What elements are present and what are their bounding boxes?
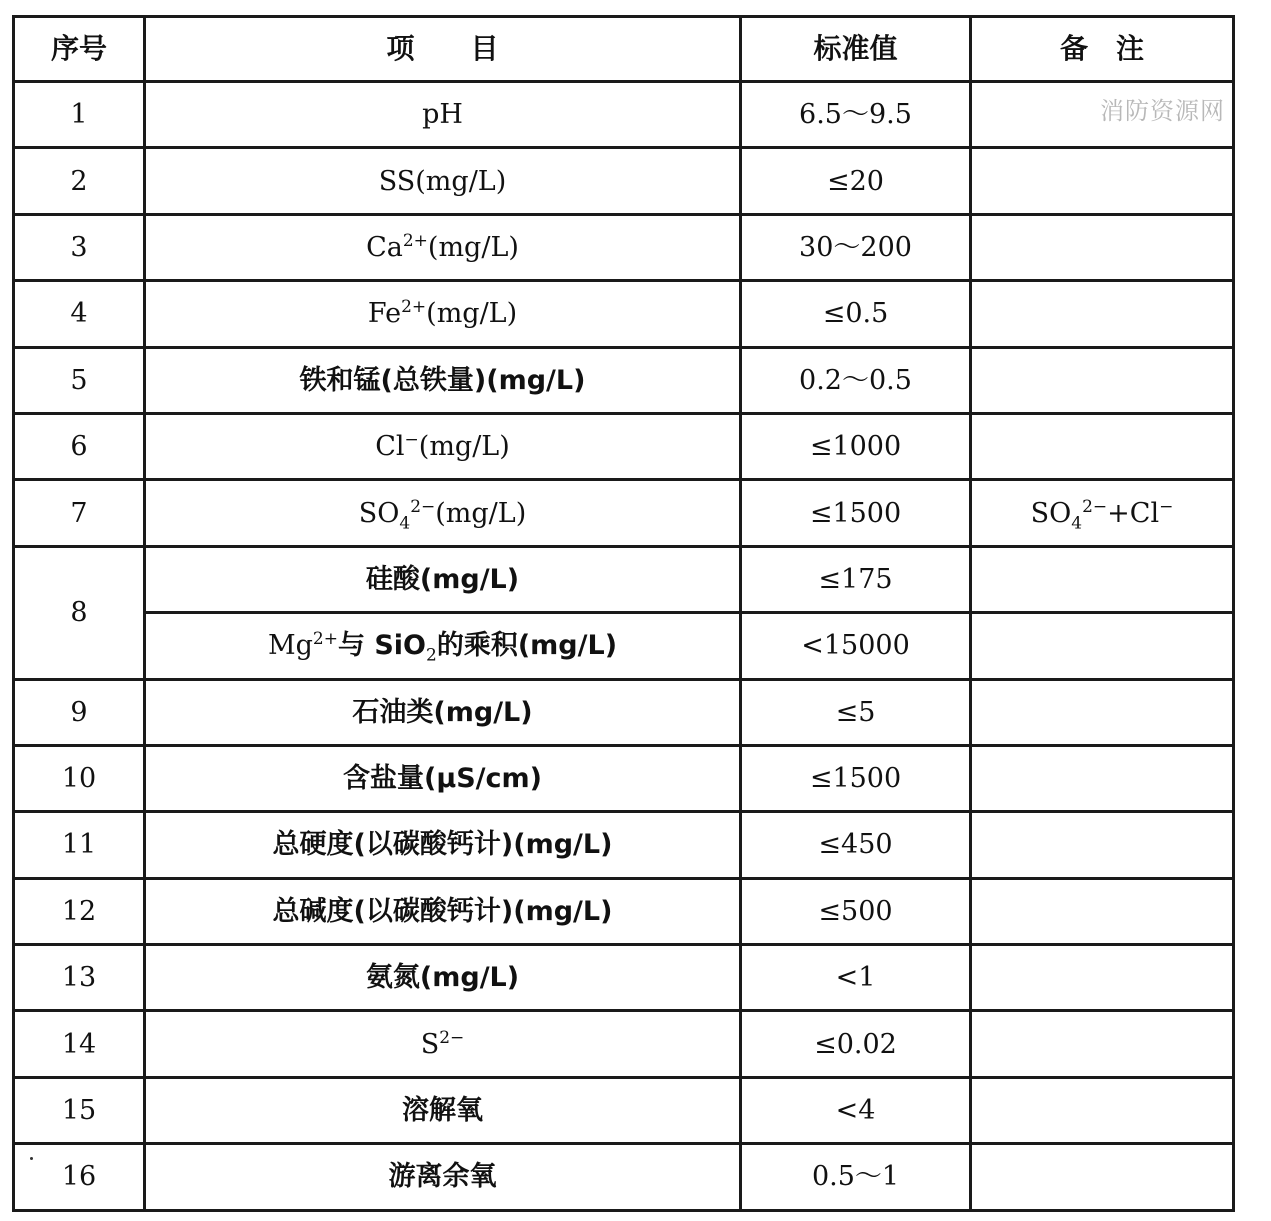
header-standard: 标准值 [741,17,971,82]
table-row [14,148,1234,214]
row-standard: 0.2～0.5 [741,347,971,413]
row-no: 16 [14,1144,145,1210]
item-superscript: − [404,430,419,451]
row-note [971,613,1234,679]
row-note [971,148,1234,214]
note-base: SO [1030,497,1072,529]
row-note [971,1077,1234,1143]
row-no: 14 [14,1011,145,1077]
header-note: 备 注 [971,17,1234,82]
row-note [971,214,1234,280]
row-item: SS(mg/L) [145,148,741,214]
row-item [145,613,741,679]
item-superscript: 2+ [401,297,427,318]
row-item [145,1011,741,1077]
item-subscript: 4 [399,512,411,533]
note-superscript: − [1159,496,1174,517]
row-standard: ≤1000 [741,413,971,479]
row-item: 氨氮(mg/L) [145,945,741,1011]
item-base: Cl [375,431,405,463]
table-row [14,214,1234,280]
row-no: 3 [14,214,145,280]
item-unit: 的乘积(mg/L) [436,630,618,662]
table-row [14,812,1234,878]
row-note [971,679,1234,745]
row-note [971,546,1234,612]
table-row [14,413,1234,479]
row-no: 9 [14,679,145,745]
row-no: 12 [14,878,145,944]
row-no: 10 [14,745,145,811]
row-no: 13 [14,945,145,1011]
row-no: 1 [14,82,145,148]
row-no: 5 [14,347,145,413]
row-item: 含盐量(μS/cm) [145,745,741,811]
row-standard: ≤1500 [741,745,971,811]
row-no: 6 [14,413,145,479]
table-row [14,745,1234,811]
table-row [14,281,1234,347]
item-superscript: 2− [439,1027,465,1048]
row-item: 总硬度(以碳酸钙计)(mg/L) [145,812,741,878]
header-item: 项 目 [145,17,741,82]
row-item: 石油类(mg/L) [145,679,741,745]
row-standard: ≤0.5 [741,281,971,347]
row-item [145,214,741,280]
row-note [971,413,1234,479]
item-mid: 与 SiO [337,630,426,662]
row-item: 硅酸(mg/L) [145,546,741,612]
header-no: 序号 [14,17,145,82]
row-standard: ≤450 [741,812,971,878]
row-standard: 30～200 [741,214,971,280]
table-row [14,347,1234,413]
row-no: 7 [14,480,145,546]
table-header-row [14,17,1234,82]
row-item [145,480,741,546]
note-subscript: 4 [1071,512,1083,533]
item-unit: (mg/L) [435,497,527,529]
row-note [971,745,1234,811]
row-standard: ≤500 [741,878,971,944]
item-subscript: 2 [426,645,437,666]
table-row [14,1011,1234,1077]
row-standard: ≤0.02 [741,1011,971,1077]
table-row [14,878,1234,944]
row-item [145,281,741,347]
row-standard: 0.5～1 [741,1144,971,1210]
row-no: 15 [14,1077,145,1143]
row-note [971,480,1234,546]
table-row [14,945,1234,1011]
table-row [14,546,1234,612]
row-item [145,413,741,479]
row-note [971,347,1234,413]
row-no: 2 [14,148,145,214]
table-row [14,1077,1234,1143]
table-row [14,1144,1234,1210]
watermark: 消防资源网 [1100,97,1225,125]
note-superscript: 2− [1082,496,1108,517]
row-standard: <15000 [741,613,971,679]
item-superscript: 2+ [402,230,428,251]
item-superscript: 2− [410,496,436,517]
table-row [14,613,1234,679]
row-item: 总碱度(以碳酸钙计)(mg/L) [145,878,741,944]
row-standard: ≤1500 [741,480,971,546]
note-plus-cl: +Cl [1107,497,1160,529]
row-standard: <4 [741,1077,971,1143]
row-no: 4 [14,281,145,347]
row-note [971,878,1234,944]
water-quality-standard-table [12,15,1235,1212]
item-unit: (mg/L) [427,231,519,263]
row-standard: ≤5 [741,679,971,745]
row-standard: 6.5～9.5 [741,82,971,148]
row-note [971,812,1234,878]
row-standard: ≤175 [741,546,971,612]
row-note [971,1144,1234,1210]
item-unit: (mg/L) [426,298,518,330]
row-standard: ≤20 [741,148,971,214]
item-base: SO [358,497,400,529]
table-row [14,679,1234,745]
item-base: S [420,1028,440,1060]
row-no: 8 [14,546,145,679]
item-superscript: 2+ [312,629,338,650]
row-note [971,1011,1234,1077]
table-row [14,480,1234,546]
item-base: Mg [267,630,313,662]
row-item: 游离余氧 [145,1144,741,1210]
row-item: 溶解氧 [145,1077,741,1143]
row-standard: <1 [741,945,971,1011]
row-note [971,281,1234,347]
table-row [14,82,1234,148]
item-base: Fe [367,298,402,330]
item-unit: (mg/L) [418,431,510,463]
row-item: 铁和锰(总铁量)(mg/L) [145,347,741,413]
row-note [971,82,1234,148]
row-no: 11 [14,812,145,878]
row-note [971,945,1234,1011]
row-item: pH [145,82,741,148]
item-base: Ca [366,231,403,263]
